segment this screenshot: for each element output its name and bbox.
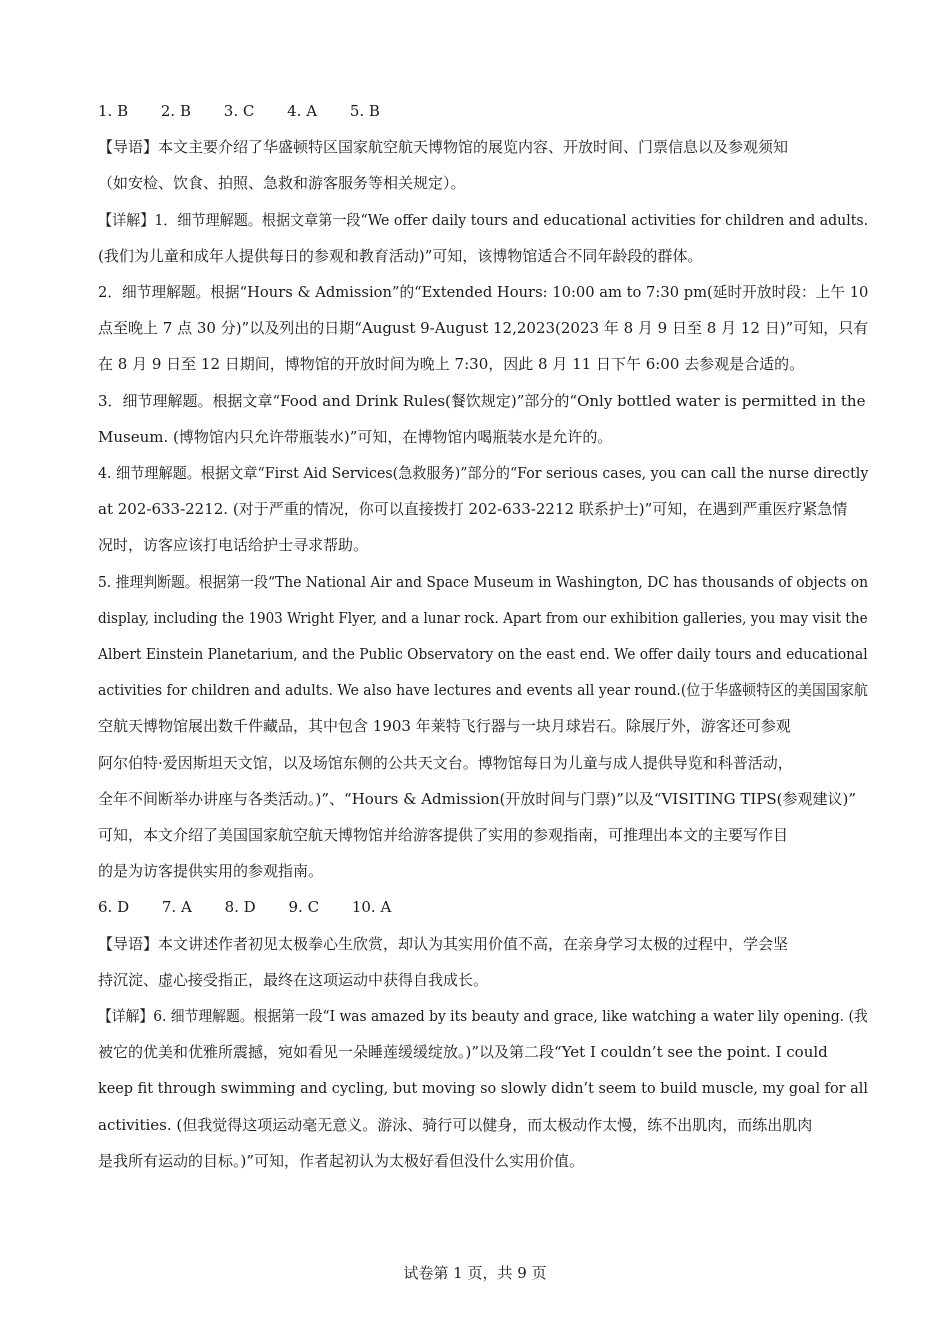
text-line: 的是为访客提供实用的参观指南。 bbox=[98, 862, 324, 881]
text-line: 阿尔伯特·爱因斯坦天文馆，以及场馆东侧的公共天文台。博物馆每日为儿童与成人提供导览和科普活动， bbox=[98, 753, 793, 772]
text-line: activities for children and adults. We also have lectures and events all year round.(位于华盛顿特区的美国国家航 bbox=[98, 681, 868, 700]
answer-item: 10. A bbox=[351, 898, 392, 917]
answer-item: 9. C bbox=[288, 898, 320, 917]
answer-item: 6. D bbox=[98, 898, 130, 917]
text-line: 【导语】本文主要介绍了华盛顿特区国家航空航天博物馆的展览内容、开放时间、门票信息以及参观须知 bbox=[98, 138, 789, 157]
text-line: 【详解】1．细节理解题。根据文章第一段“We offer daily tours and educational activities for children and adults. bbox=[98, 210, 869, 229]
text-line: (我们为儿童和成年人提供每日的参观和教育活动)”可知，该博物馆适合不同年龄段的群体。 bbox=[98, 246, 703, 265]
text-line: 在 8 月 9 日至 12 日期间，博物馆的开放时间为晚上 7:30，因此 8 月 11 日下午 6:00 去参观是合适的。 bbox=[98, 355, 805, 374]
text-line: 空航天博物馆展出数千件藏品，其中包含 1903 年莱特飞行器与一块月球岩石。除展厅外，游客还可参观 bbox=[98, 717, 791, 736]
text-line: Museum. (博物馆内只允许带瓶装水)”可知，在博物馆内喝瓶装水是允许的。 bbox=[98, 427, 613, 446]
text-line: 2．细节理解题。根据“Hours & Admission”的“Extended Hours: 10:00 am to 7:30 pm(延时开放时段：上午 10 bbox=[98, 283, 869, 302]
text-line: activities. (但我觉得这项运动毫无意义。游泳、骑行可以健身，而太极动作太慢，练不出肌肉，而练出肌肉 bbox=[98, 1115, 813, 1134]
text-line: 况时，访客应该打电话给护士寻求帮助。 bbox=[98, 536, 369, 555]
text-line: keep fit through swimming and cycling, but moving so slowly didn’t seem to build muscle, my goal for all bbox=[98, 1079, 868, 1098]
text-line: 4. 细节理解题。根据文章“First Aid Services(急救服务)”部分的“For serious cases, you can call the nurse directly bbox=[98, 464, 869, 483]
text-line: 点至晚上 7 点 30 分)”以及列出的日期“August 9-August 12,2023(2023 年 8 月 9 日至 8 月 12 日)”可知，只有 bbox=[98, 319, 869, 338]
answer-analysis-content bbox=[98, 93, 868, 1179]
text-line: display, including the 1903 Wright Flyer, and a lunar rock. Apart from our exhibition galleries, you may visit the bbox=[98, 608, 868, 627]
answer-item: 3. C bbox=[223, 102, 255, 120]
text-line: 是我所有运动的目标。)”可知，作者起初认为太极好看但没什么实用价值。 bbox=[98, 1151, 585, 1170]
text-line: （如安检、饮食、拍照、急救和游客服务等相关规定）。 bbox=[98, 174, 466, 193]
answer-item: 8. D bbox=[224, 898, 256, 917]
text-line: 可知，本文介绍了美国国家航空航天博物馆并给游客提供了实用的参观指南，可推理出本文的主要写作目 bbox=[98, 826, 789, 845]
answer-item: 5. B bbox=[349, 102, 380, 120]
text-line: 【详解】6. 细节理解题。根据第一段“I was amazed by its beauty and grace, like watching a water lily opening. (我 bbox=[98, 1007, 868, 1026]
text-line: 【导语】本文讲述作者初见太极拳心生欣赏，却认为其实用价值不高，在亲身学习太极的过程中，学会坚 bbox=[98, 934, 789, 953]
text-line: at 202-633-2212. (对于严重的情况，你可以直接拨打 202-633-2212 联系护士)”可知，在遇到严重医疗紧急情 bbox=[98, 500, 848, 519]
page-footer: 试卷第 1 页，共 9 页 bbox=[403, 1264, 547, 1282]
answer-item: 1. B bbox=[98, 102, 129, 120]
answer-key-row-1 bbox=[98, 93, 868, 129]
analysis-block-1 bbox=[98, 129, 868, 889]
text-line: 3．细节理解题。根据文章“Food and Drink Rules(餐饮规定)”部分的“Only bottled water is permitted in the bbox=[98, 391, 866, 410]
answer-item: 4. A bbox=[287, 102, 318, 120]
text-line: Albert Einstein Planetarium, and the Public Observatory on the east end. We offer daily tours and educational bbox=[98, 645, 868, 664]
answer-item: 2. B bbox=[160, 102, 191, 120]
analysis-block-2 bbox=[98, 926, 868, 1179]
text-line: 5. 推理判断题。根据第一段“The National Air and Space Museum in Washington, DC has thousands of objects on bbox=[98, 572, 868, 591]
answer-key-row-2 bbox=[98, 889, 868, 925]
text-line: 被它的优美和优雅所震撼，宛如看见一朵睡莲缓缓绽放。)”以及第二段“Yet I couldn’t see the point. I could bbox=[98, 1043, 828, 1062]
answer-item: 7. A bbox=[161, 898, 192, 917]
text-line: 持沉淀、虚心接受指正，最终在这项运动中获得自我成长。 bbox=[98, 970, 489, 989]
text-line: 全年不间断举办讲座与各类活动。)”、“Hours & Admission(开放时间与门票)”以及“VISITING TIPS(参观建议)” bbox=[98, 789, 857, 808]
